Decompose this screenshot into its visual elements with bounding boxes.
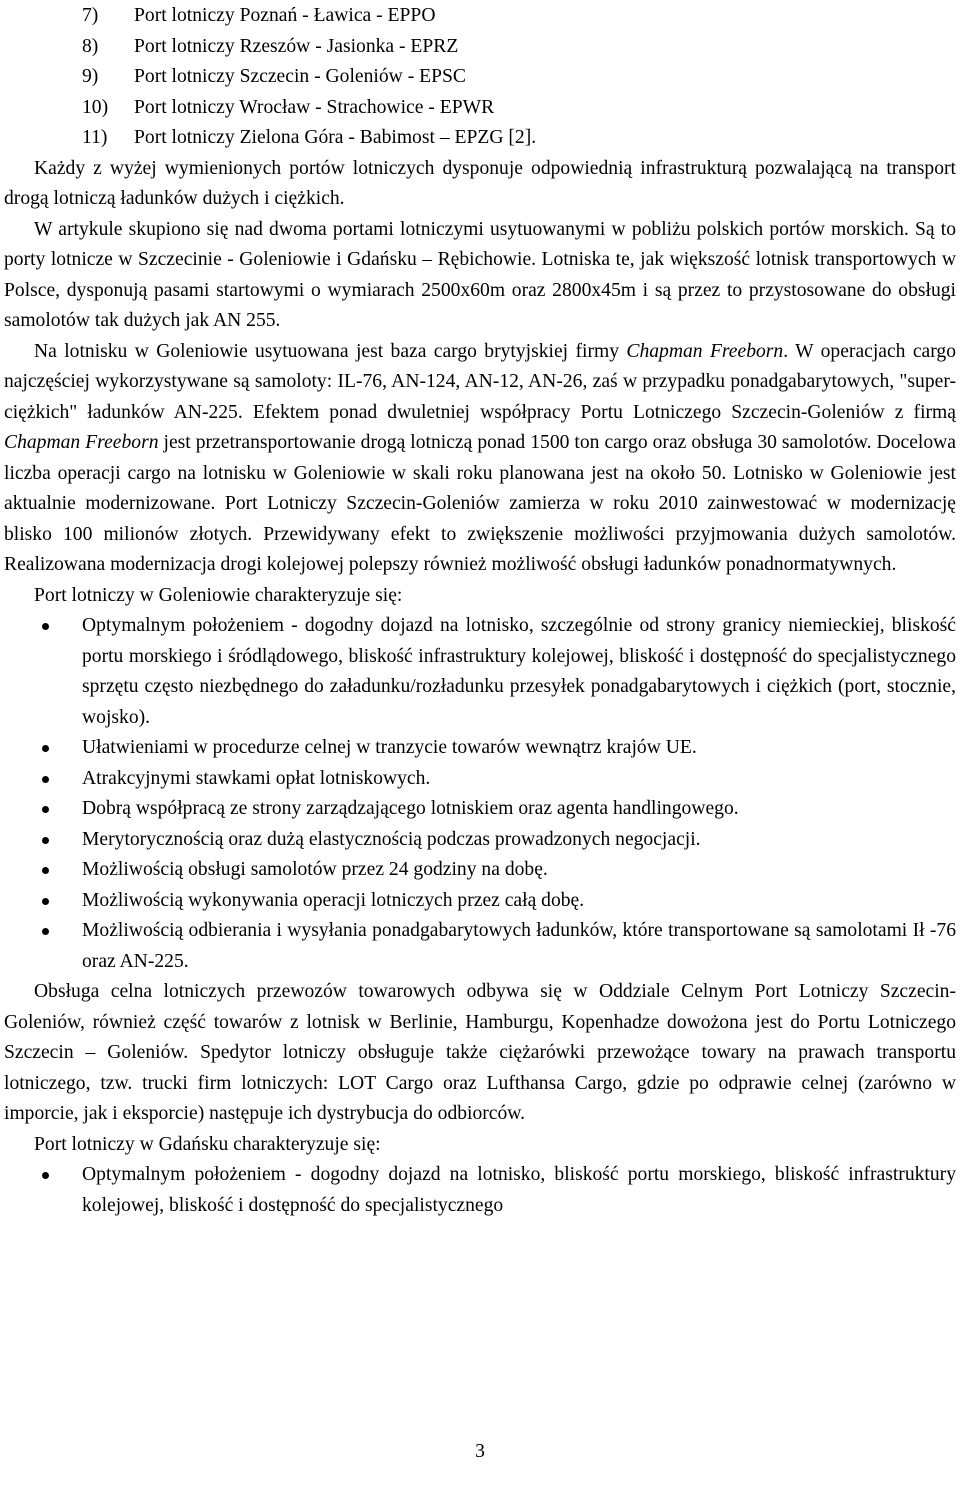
paragraph-infrastructure: Każdy z wyżej wymienionych portów lotniczych dysponuje odpowiednią infrastrukturą pozwalającą na transport drogą lotniczą ładunków dużych i ciężkich.	[4, 157, 956, 209]
list-item: Możliwością odbierania i wysyłania ponadgabarytowych ładunków, które transportowane są samolotami Ił -76 oraz AN-225.	[4, 916, 956, 977]
list-item-text: Port lotniczy Szczecin - Goleniów - EPSC	[134, 66, 466, 87]
list-item	[4, 1, 956, 32]
bullet-icon	[42, 806, 49, 813]
list-item	[4, 123, 956, 154]
list-item-text: Port lotniczy Rzeszów - Jasionka - EPRZ	[134, 35, 459, 57]
list-item-text: Port lotniczy Poznań - Ławica - EPPO	[134, 5, 436, 26]
list-item: Optymalnym położeniem - dogodny dojazd na lotnisko, szczególnie od strony granicy niemieckiej, bliskość portu morskiego i śródlądowego, bliskość infrastruktury kolejowej, bliskość i dostępność do specjalistycznego sprzętu często niezbędnego do załadunku/rozładunku przesyłek ponadgabarytowych i ciężkich (port, stocznie, wojsko).	[4, 611, 956, 733]
bullet-icon	[42, 867, 49, 874]
list-item: Dobrą współpracą ze strony zarządzającego lotniskiem oraz agenta handlingowego.	[4, 794, 956, 825]
bullet-icon	[42, 623, 49, 630]
goleniow-heading: Port lotniczy w Goleniowie charakteryzuje się:	[34, 584, 403, 606]
list-number: 11)	[82, 127, 108, 148]
list-item	[4, 32, 956, 63]
list-number: 8)	[82, 35, 99, 57]
bullet-icon	[42, 776, 49, 783]
bullet-icon	[42, 928, 49, 935]
paragraph-customs: Obsługa celna lotniczych przewozów towarowych odbywa się w Oddziale Celnym Port Lotniczy Szczecin-Goleniów, również część towarów z lotnisk w Berlinie, Hamburgu, Kopenhadze dowożona jest do Portu Lotniczego Szczecin – Goleniów. Spedytor lotniczy obsługuje także ciężarówki przewożące towary na prawach transportu lotniczego, tzw. trucki firm lotniczych: LOT Cargo oraz Lufthansa Cargo, gdzie po odprawie celnej (zarówno w imporcie, jak i eksporcie) następuje ich dystrybucja do odbiorców.	[4, 981, 956, 1124]
paragraph-goleniow-cargo: Na lotnisku w Goleniowie usytuowana jest baza cargo brytyjskiej firmy Chapman Freeborn. W operacjach cargo najczęściej wykorzystywane są samoloty: IL-76, AN-124, AN-12, AN-26, zaś w przypadku ponadgabarytowych, "super-ciężkich" ładunków AN-225. Efektem ponad dwuletniej współpracy Portu Lotniczego Szczecin-Goleniów z firmą Chapman Freeborn jest przetransportowanie drogą lotniczą ponad 1500 ton cargo oraz obsługa 30 samolotów. Docelowa liczba operacji cargo na lotnisku w Goleniowie w skali roku planowana jest na około 50. Lotnisko w Goleniowie jest aktualnie modernizowane. Port Lotniczy Szczecin-Goleniów zamierza w roku 2010 zainwestować w modernizację blisko 100 milionów złotych. Przewidywany efekt to zwiększenie możliwości przyjmowania dużych samolotów. Realizowana modernizacja drogi kolejowej polepszy również możliwość obsługi ładunków ponadnormatywnych.	[4, 340, 956, 575]
company-name: Chapman Freeborn	[4, 432, 159, 453]
list-item: Optymalnym położeniem - dogodny dojazd na lotnisko, bliskość portu morskiego, bliskość infrastruktury kolejowej, bliskość i dostępność do specjalistycznego	[4, 1160, 956, 1221]
gdansk-heading: Port lotniczy w Gdańsku charakteryzuje się:	[34, 1133, 381, 1155]
list-number: 10)	[82, 96, 109, 118]
list-item: Atrakcyjnymi stawkami opłat lotniskowych.	[4, 764, 956, 795]
list-item: Ułatwieniami w procedurze celnej w tranzycie towarów wewnątrz krajów UE.	[4, 733, 956, 764]
list-number: 7)	[82, 5, 99, 26]
company-name: Chapman Freeborn	[626, 340, 784, 362]
list-item: Merytorycznością oraz dużą elastycznością podczas prowadzonych negocjacji.	[4, 825, 956, 856]
list-item	[4, 93, 956, 124]
list-item	[4, 62, 956, 93]
gdansk-bullet-list	[4, 1160, 956, 1221]
paragraph-two-airports: W artykule skupiono się nad dwoma portami lotniczymi usytuowanymi w pobliżu polskich portów morskich. Są to porty lotnicze w Szczecinie - Goleniowie i Gdańsku – Rębichowie. Lotniska te, jak większość lotnisk transportowych w Polsce, dysponują pasami startowymi o wymiarach 2500x60m oraz 2800x45m i są przez to przystosowane do obsługi samolotów tak dużych jak AN 255.	[4, 218, 956, 331]
bullet-icon	[42, 837, 49, 844]
bullet-icon	[42, 898, 49, 905]
bullet-icon	[42, 745, 49, 752]
airport-numbered-list	[4, 1, 956, 154]
goleniow-bullet-list	[4, 611, 956, 977]
list-item-text: Port lotniczy Zielona Góra - Babimost – EPZG [2].	[134, 127, 537, 148]
list-number: 9)	[82, 66, 99, 87]
list-item: Możliwością obsługi samolotów przez 24 godziny na dobę.	[4, 855, 956, 886]
list-item-text: Port lotniczy Wrocław - Strachowice - EPWR	[134, 96, 495, 118]
list-item: Możliwością wykonywania operacji lotniczych przez całą dobę.	[4, 886, 956, 917]
bullet-icon	[42, 1172, 49, 1179]
page-number: 3	[475, 1441, 485, 1462]
